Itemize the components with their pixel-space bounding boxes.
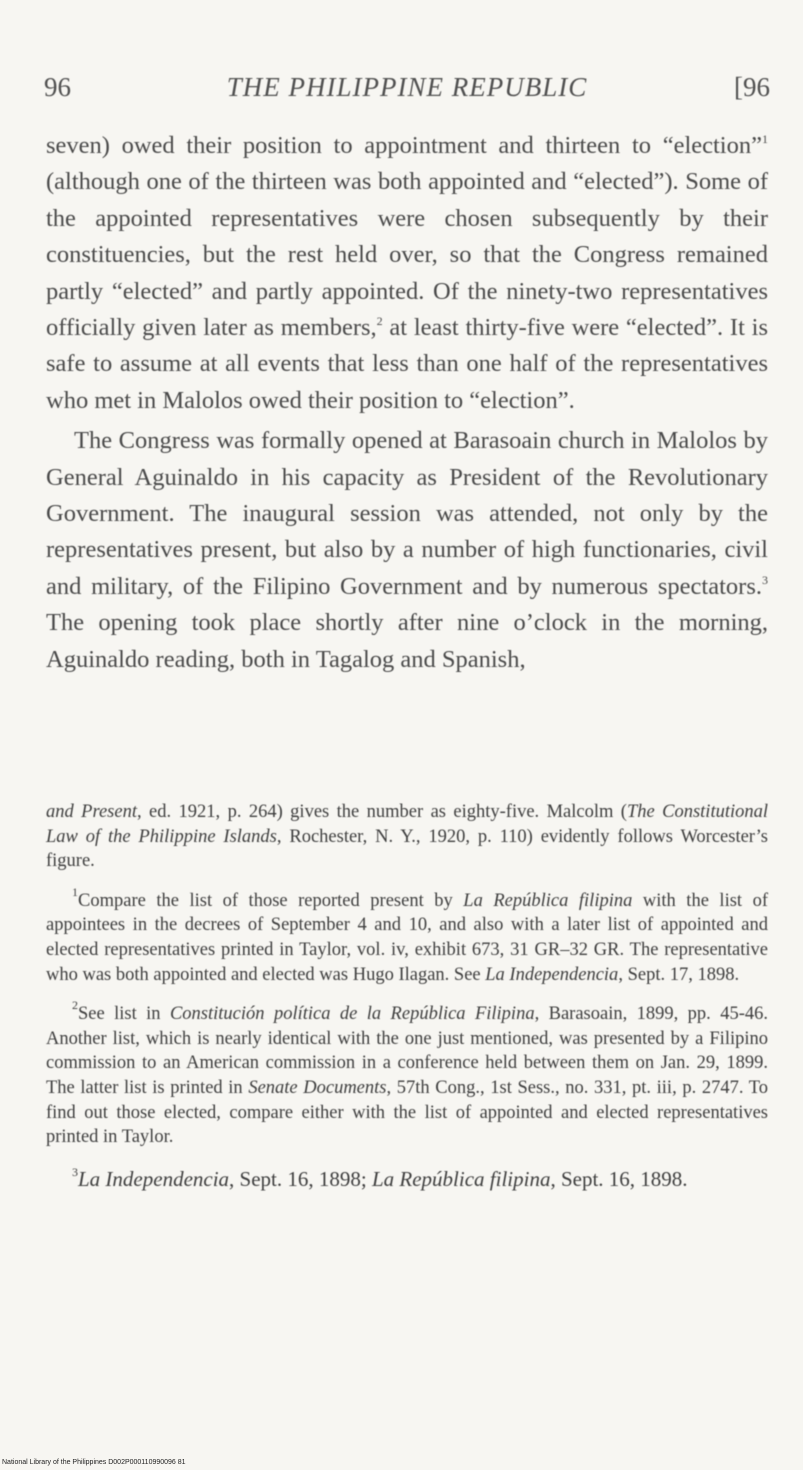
footnote-1: $^1$Compare the list of those reported present by La República filipina with the list of appointees in the decrees of September 4 and 10, and also with a later list of appointed and elected representatives printed in Taylor, vol. iv, exhibit 673, 31 GR–32 GR. The representative who was both appointed and elected was Hugo Ilagan. See La Independencia, Sept. 17, 1898. — [46, 884, 768, 985]
page-number-left: 96 — [44, 72, 71, 102]
paragraph-2: The Congress was formally opened at Barasoain church in Malolos by General Aguinaldo in his capacity as President of the Revolutionary Government. The inaugural session was attended, not only by the representatives present, but also by a number of high functionaries, civil and military, of the Filipino Government and by numerous spectators.$^3$ The opening took place shortly after nine o’clock in the morning, Aguinaldo reading, both in Tagalog and Spanish, — [46, 427, 768, 673]
footnotes — [46, 800, 768, 1208]
footnote-ref-2: 2 — [376, 314, 383, 329]
footnote-3: $^3$La Independencia, Sept. 16, 1898; La República filipina, Sept. 16, 1898. — [72, 1164, 688, 1191]
footnote-continuation: and Present, ed. 1921, p. 264) gives the number as eighty-five. Malcolm (The Constitutional Law of the Philippine Islands, Rochester, N. Y., 1920, p. 110) evidently follows Worcester’s figure. — [46, 802, 769, 872]
page-header — [44, 72, 770, 112]
paragraph-1: seven) owed their position to appointment and thirteen to “election”$^1$ (although one of the thirteen was both appointed and “elected”). Some of the appointed representatives were chosen subsequently by their constituencies, but the rest held over, so that the Congress remained partly “elected” and partly appointed. Of the ninety-two representatives officially given later as members,$^2$ at least thirty-five were “elected”. It is safe to assume at all events that less than one half of the representatives who met in Malolos owed their position to “election”. — [46, 132, 768, 414]
running-title: THE PHILIPPINE REPUBLIC — [226, 72, 588, 102]
footnote-ref-3: 3 — [762, 572, 768, 587]
archive-stamp: National Library of the Philippines D002P000110990096 81 — [2, 1459, 186, 1466]
footnote-2: $^2$See list in Constitución política de la República Filipina, Barasoain, 1899, pp. 45-46. Another list, which is nearly identical with the one just mentioned, was presented by a Filipino commission to an American commission in a conference held between them on Jan. 29, 1899. The latter list is printed in Senate Documents, 57th Cong., 1st Sess., no. 331, pt. iii, p. 2747. To find out those elected, compare either with the list of appointed and elected representatives printed in Taylor. — [46, 998, 769, 1148]
body-text — [46, 128, 768, 678]
footnote-ref-1: 1 — [762, 132, 768, 146]
page-number-right: [96 — [734, 72, 770, 102]
